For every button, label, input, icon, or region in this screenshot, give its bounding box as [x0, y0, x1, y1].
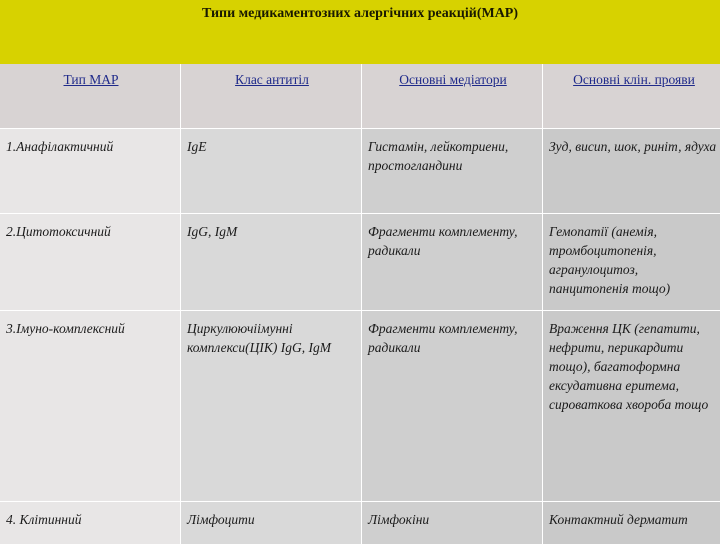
- table-row-4-mediators: Лімфокіни: [362, 502, 542, 544]
- header-type: [0, 64, 180, 128]
- mar-table: [0, 64, 720, 540]
- header-mediators-label: Основні медіатори: [399, 72, 507, 87]
- header-clinical-label: Основні клін. прояви: [573, 72, 695, 87]
- table-row-2-mediators: Фрагменти комплементу, радикали: [362, 214, 542, 310]
- page-title: Типи медикаментозних алергічних реакцій(МАР): [201, 6, 519, 21]
- header-antibody-class: [181, 64, 361, 128]
- table-row-3-antibody: Циркулюючіімунні комплекси(ЦІК) IgG, IgM: [181, 311, 361, 501]
- table-row-4-clinical: Контактний дерматит: [543, 502, 720, 544]
- table-row-3-mediators: Фрагменти комплементу, радикали: [362, 311, 542, 501]
- header-clinical: [543, 64, 720, 128]
- title-bar: [0, 0, 720, 64]
- table-row-2-type: 2.Цитотоксичний: [0, 214, 180, 310]
- table-row-4-antibody: Лімфоцити: [181, 502, 361, 544]
- table-row-1-antibody: IgE: [181, 129, 361, 213]
- table-row-4-type: 4. Клітинний: [0, 502, 180, 544]
- table-row-3-clinical: Враження ЦК (гепатити, нефрити, перикардити тощо), багатоформна ексудативна еритема, сироваткова хвороба тощо: [543, 311, 720, 501]
- header-type-label: Тип МАР: [63, 72, 119, 87]
- header-mediators: [362, 64, 542, 128]
- header-antibody-class-label: Клас антитіл: [235, 72, 309, 87]
- table-row-2-clinical: Гемопатії (анемія, тромбоцитопенія, агранулоцитоз, панцитопенія тощо): [543, 214, 720, 310]
- table-row-2-antibody: IgG, IgM: [181, 214, 361, 310]
- table-row-3-type: 3.Імуно-комплексний: [0, 311, 180, 501]
- table-row-1-clinical: Зуд, висип, шок, риніт, ядуха: [543, 129, 720, 213]
- table-row-1-type: 1.Анафілактичний: [0, 129, 180, 213]
- table-row-1-mediators: Гистамін, лейкотриени, простогландини: [362, 129, 542, 213]
